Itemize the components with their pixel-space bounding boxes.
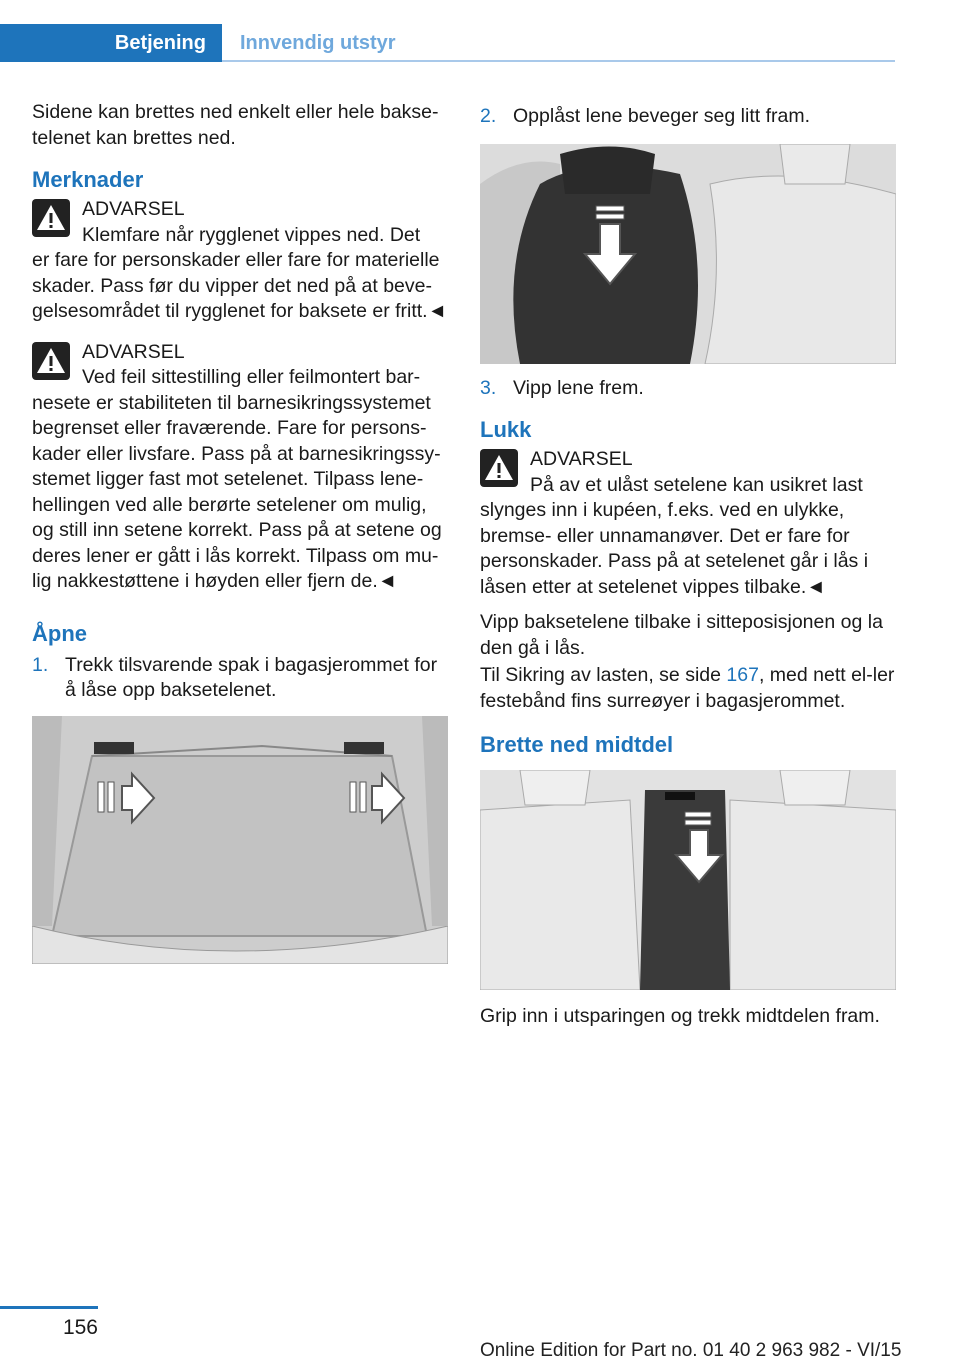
notes-heading: Merknader	[32, 167, 144, 192]
step-3	[480, 376, 898, 402]
step-1	[32, 653, 450, 704]
step-2	[480, 104, 898, 130]
intro-text: Sidene kan brettes ned enkelt eller hele bakse-telenet kan brettes ned.	[32, 101, 439, 149]
tab-betjening[interactable]: Betjening	[0, 24, 222, 62]
page-link[interactable]: 167	[726, 664, 759, 686]
warning-block	[32, 197, 450, 325]
warning-icon	[32, 342, 70, 380]
step-number: 1.	[32, 653, 49, 676]
step-number: 2.	[480, 105, 497, 127]
warning-title: ADVARSEL	[82, 198, 185, 220]
open-heading: Åpne	[32, 620, 87, 646]
warning-title: ADVARSEL	[530, 448, 633, 470]
seat-figure	[480, 144, 896, 364]
page-number: 156	[62, 1316, 98, 1339]
warning-icon	[480, 449, 518, 487]
warning-text: slynges inn i kupéen, f.eks. ved en ulykke, bremse- eller unnamanøver. Det er fare for personskader. Pass på at setelenet går i lås i låsen etter at setelenet vippes tilbake.◄	[480, 499, 869, 598]
warning-title: ADVARSEL	[82, 340, 185, 363]
warning-block	[480, 447, 898, 600]
body-text: Vipp baksetelene tilbake i sitteposisjonen og la den gå i lås.	[480, 611, 883, 659]
footer-rule	[0, 1306, 98, 1309]
step-text: Trekk tilsvarende spak i bagasjerommet for å låse opp baksetelenet.	[65, 653, 438, 701]
right-column	[480, 104, 898, 1030]
warning-text: nesete er stabiliteten til barnesikringssystemet begrenset eller fraværende. Fare for persons-kader eller livsfare. Pass på at barnesikringssy-stemet ligger fast mot setelenet. Tilpass lene-hellingen ved alle berørte setelener om mulig, og still inn setene korrekt. Pass på at setene og deres lener er gått i lås korrekt. Tilpass om mu-lig nakkestøttene i høyden eller fjern de.◄	[32, 391, 442, 592]
middle-seat-figure	[480, 770, 896, 990]
warning-icon	[32, 199, 70, 237]
close-heading: Lukk	[480, 417, 532, 442]
left-column	[32, 100, 450, 964]
body-text: Til Sikring av lasten, se side 167, med nett el-ler festebånd fins surreøyer i bagasjerommet.	[480, 664, 895, 712]
warning-first-line: På av et ulåst setelene kan usikret last	[530, 473, 863, 496]
step-text: Vipp lene frem.	[513, 376, 644, 399]
step-text: Opplåst lene beveger seg litt fram.	[513, 105, 810, 127]
step-number: 3.	[480, 376, 497, 399]
middle-heading: Brette ned midtdel	[480, 732, 674, 757]
tab-innvendig-utstyr[interactable]: Innvendig utstyr	[240, 32, 396, 54]
trunk-figure	[32, 716, 448, 964]
body-text: Grip inn i utsparingen og trekk midtdelen fram.	[480, 1005, 880, 1027]
warning-first-line: Klemfare når rygglenet vippes ned. Det	[82, 223, 421, 246]
warning-text: er fare for personskader eller fare for materielle skader. Pass før du vipper det ned på at beve-gelsesområdet til rygglenet for baksete er fritt.◄	[32, 249, 447, 322]
warning-first-line: Ved feil sittestilling eller feilmontert bar-	[82, 366, 421, 388]
edition-text: Online Edition for Part no. 01 40 2 963 982 - VI/15	[480, 1340, 902, 1361]
warning-block	[32, 340, 450, 595]
header-rule	[222, 60, 895, 62]
